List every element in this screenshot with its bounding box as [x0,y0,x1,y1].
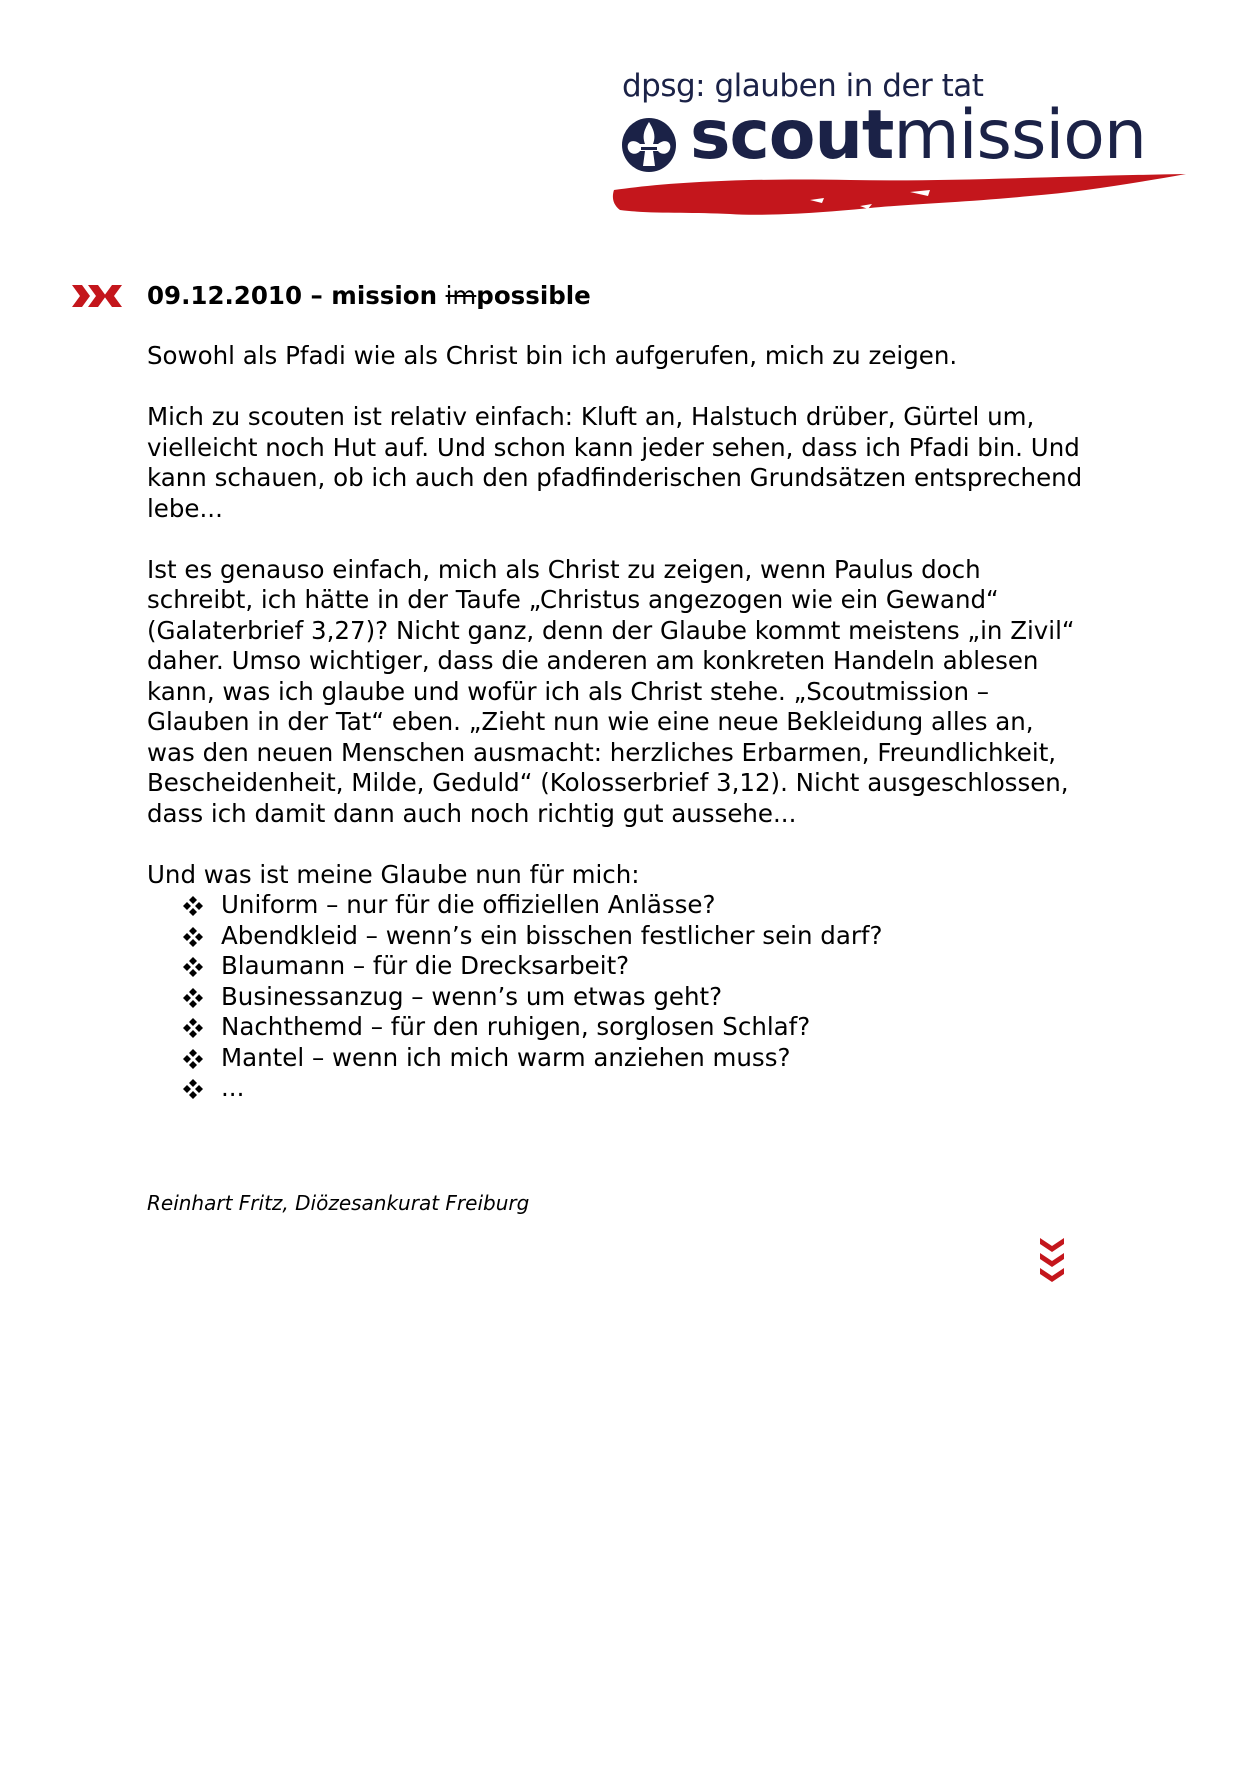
list-item-text: Businessanzug – wenn’s um etwas geht? [221,981,723,1011]
brush-stroke-graphic [610,170,1188,226]
list-item [183,921,1087,952]
title-word: possible [476,281,591,310]
four-diamond-icon [183,957,203,977]
four-diamond-icon [183,896,203,916]
title-struck-prefix: im [445,281,477,310]
article-body [147,341,1087,1104]
logo-tagline: dpsg: glauben in der tat [622,68,984,104]
logo-wordmark-scout: scout [690,96,894,175]
logo-wordmark [690,96,1147,175]
paragraph: Ist es genauso einfach, mich als Christ zu zeigen, wenn Paulus doch schreibt, ich hätte in der Taufe „Christus angezogen wie ein Gewand“ (Galaterbrief 3,27)? Nicht ganz, denn der Glaube kommt meistens „in Zivil“ daher. Umso wichtiger, dass die anderen am konkreten Handeln ablesen kann, was ich glaube und wofür ich als Christ stehe. „Scoutmission – Glauben in der Tat“ eben. „Zieht nun wie eine neue Bekleidung alles an, was den neuen Menschen ausmacht: herzliches Erbarmen, Freundlichkeit, Bescheidenheit, Milde, Geduld“ (Kolosserbrief 3,12). Nicht ausgeschlossen, dass ich damit dann auch noch richtig gut aussehe... [147,554,1075,828]
paragraph: Mich zu scouten ist relativ einfach: Kluft an, Halstuch drüber, Gürtel um, vielleicht noch Hut auf. Und schon kann jeder sehen, dass ich Pfadi bin. Und kann schauen, ob ich auch den pfadfinderischen Grundsätzen entsprechend lebe... [147,402,1083,523]
list-item-text: Uniform – nur für die offiziellen Anlässe? [221,890,716,919]
list-item [183,951,1087,982]
list-item [183,1012,1087,1043]
four-diamond-icon [183,988,203,1008]
four-diamond-icon [183,1018,203,1038]
logo-wordmark-mission: mission [893,96,1147,175]
title-date: 09.12.2010 – mission [147,281,446,310]
list-item [183,890,1087,921]
scoutmission-logo [610,62,1190,232]
list-item [183,1073,1087,1104]
four-diamond-icon [183,1079,203,1099]
double-chevron-right-icon [70,283,124,309]
list-item-text: ... [221,1073,245,1102]
four-diamond-icon [183,1049,203,1069]
list-item-text: Abendkleid – wenn’s ein bisschen festlicher sein darf? [221,920,883,950]
list-item-text: Blaumann – für die Drecksarbeit? [221,951,630,980]
triple-chevron-down-icon [1038,1236,1066,1284]
list-item [183,982,1087,1013]
list-item-text: Nachthemd – für den ruhigen, sorglosen Schlaf? [221,1012,811,1041]
list-item [183,1043,1087,1074]
list-intro: Und was ist meine Glaube nun für mich: [147,859,640,889]
author-signature: Reinhart Fritz, Diözesankurat Freiburg [147,1191,530,1215]
page-title [147,281,591,310]
paragraph: Sowohl als Pfadi wie als Christ bin ich aufgerufen, mich zu zeigen. [147,341,958,370]
bullet-list [147,890,1087,1104]
four-diamond-icon [183,927,203,947]
scout-lily-icon [618,114,680,176]
list-item-text: Mantel – wenn ich mich warm anziehen muss? [221,1042,791,1072]
